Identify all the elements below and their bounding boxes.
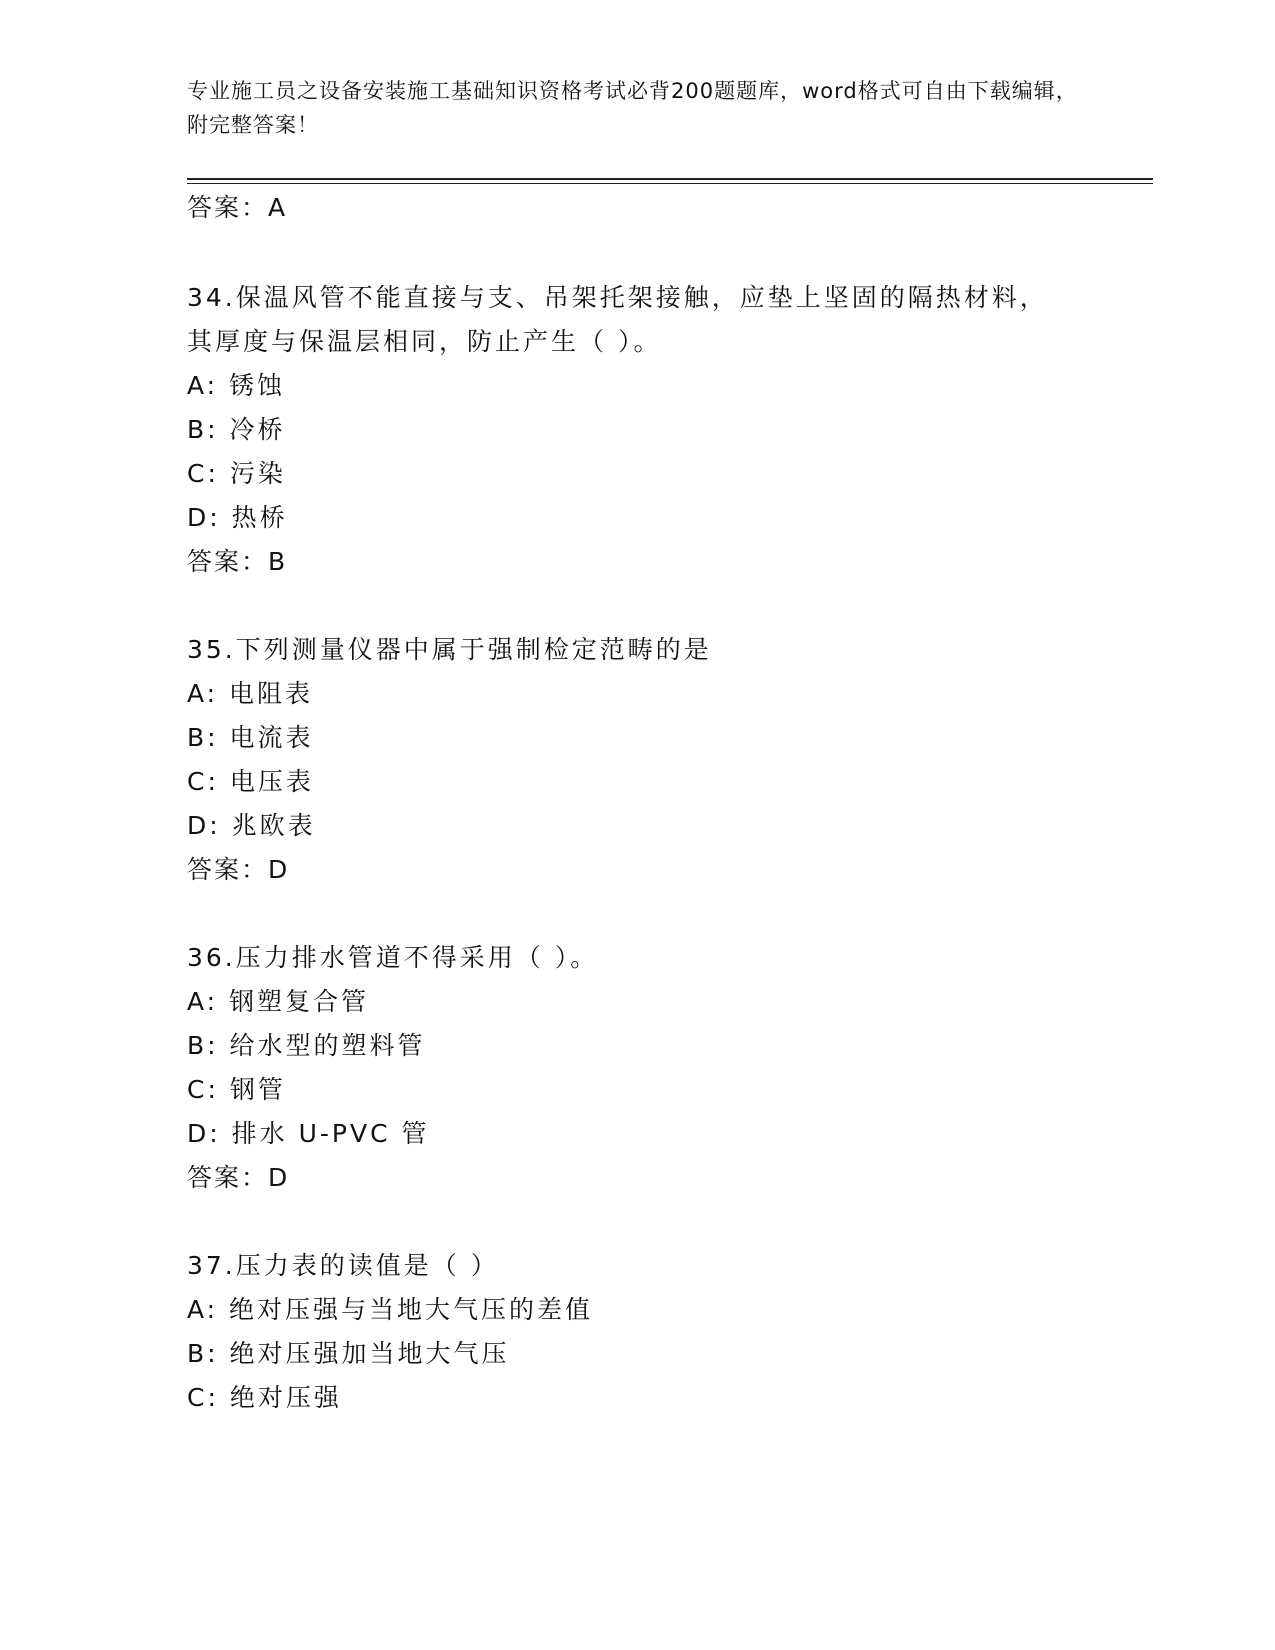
question-36-option-b: B: 给水型的塑料管 bbox=[187, 1031, 426, 1060]
document-header: 专业施工员之设备安装施工基础知识资格考试必背200题题库，word格式可自由下载编辑，附完整答案！ bbox=[187, 79, 1078, 137]
question-34-option-a: A: 锈蚀 bbox=[187, 371, 286, 400]
question-36-option-c: C: 钢管 bbox=[187, 1075, 286, 1104]
header-divider-thick bbox=[187, 178, 1153, 180]
question-35-option-b: B: 电流表 bbox=[187, 723, 314, 752]
question-35: 35.下列测量仪器中属于强制检定范畴的是 bbox=[187, 635, 712, 664]
question-35-option-c: C: 电压表 bbox=[187, 767, 314, 796]
answer-34: 答案：B bbox=[187, 547, 288, 576]
question-34-option-c: C: 污染 bbox=[187, 459, 286, 488]
question-36: 36.压力排水管道不得采用（ ）。 bbox=[187, 943, 599, 972]
answer-33: 答案：A bbox=[187, 193, 288, 222]
question-34-line-2: 其厚度与保温层相同，防止产生（ ）。 bbox=[187, 327, 662, 356]
question-35-option-a: A: 电阻表 bbox=[187, 679, 314, 708]
question-35-option-d: D: 兆欧表 bbox=[187, 811, 316, 840]
question-37-option-c: C: 绝对压强 bbox=[187, 1383, 342, 1412]
question-34-option-d: D: 热桥 bbox=[187, 503, 288, 532]
question-37: 37.压力表的读值是（ ） bbox=[187, 1251, 499, 1280]
answer-36: 答案：D bbox=[187, 1163, 290, 1192]
answer-35: 答案：D bbox=[187, 855, 290, 884]
question-34-option-b: B: 冷桥 bbox=[187, 415, 286, 444]
question-37-option-a: A: 绝对压强与当地大气压的差值 bbox=[187, 1295, 594, 1324]
header-divider-thin bbox=[187, 183, 1153, 184]
question-36-option-d: D: 排水 U-PVC 管 bbox=[187, 1119, 430, 1148]
question-34-line-1: 34.保温风管不能直接与支、吊架托架接触，应垫上坚固的隔热材料， bbox=[187, 283, 1048, 312]
question-36-option-a: A: 钢塑复合管 bbox=[187, 987, 370, 1016]
question-37-option-b: B: 绝对压强加当地大气压 bbox=[187, 1339, 510, 1368]
